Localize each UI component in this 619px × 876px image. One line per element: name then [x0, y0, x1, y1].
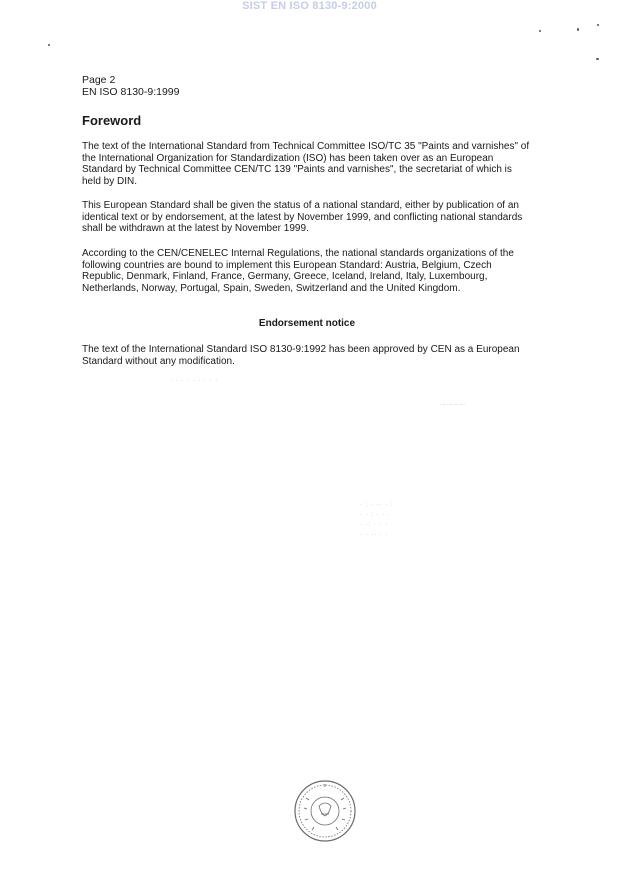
scan-speck — [48, 44, 50, 46]
scan-noise: · · · · · · · · · — [170, 378, 219, 384]
scan-speck — [577, 28, 579, 31]
foreword-heading: Foreword — [82, 113, 142, 128]
foreword-paragraph-1: The text of the International Standard from Technical Committee ISO/TC 35 "Paints and varnishes" of the International Organization for Standardization (ISO) has been taken over as an European Standard by Technical Committee CEN/TC 139 "Paints and varnishes", the secretariat of which is held by DIN. — [82, 141, 530, 187]
official-seal-icon — [292, 778, 358, 849]
page-number: Page 2 — [82, 74, 116, 86]
page-header — [82, 74, 179, 98]
endorsement-heading: Endorsement notice — [258, 318, 356, 329]
foreword-paragraph-2: This European Standard shall be given the status of a national standard, either by publication of an identical text or by endorsement, at the latest by November 1999, and conflicting national standards shall be withdrawn at the latest by November 1999. — [82, 200, 523, 235]
scan-noise: · : · ·· · : · · : · · · · ·: · · · · · ·· · · — [360, 502, 394, 538]
scan-speck — [539, 30, 541, 32]
endorsement-paragraph: The text of the International Standard ISO 8130-9:1992 has been approved by CEN as a European Standard without any modification. — [82, 344, 520, 367]
document-id: EN ISO 8130-9:1999 — [82, 86, 180, 98]
scan-speck — [596, 58, 599, 60]
scan-noise: ·-·-·-·-· — [440, 402, 467, 408]
watermark-header: SIST EN ISO 8130-9:2000 — [242, 0, 377, 12]
scan-speck — [597, 24, 599, 26]
foreword-paragraph-3: According to the CEN/CENELEC Internal Regulations, the national standards organizations of the following countries are bound to implement this European Standard: Austria, Belgium, Czech Republic, Denmark, Finland, France, Germany, Greece, Iceland, Ireland, Italy, Luxembourg, Netherlands, Norway, Portugal, Spain, Sweden, Switzerland and the United Kingdom. — [82, 248, 514, 294]
